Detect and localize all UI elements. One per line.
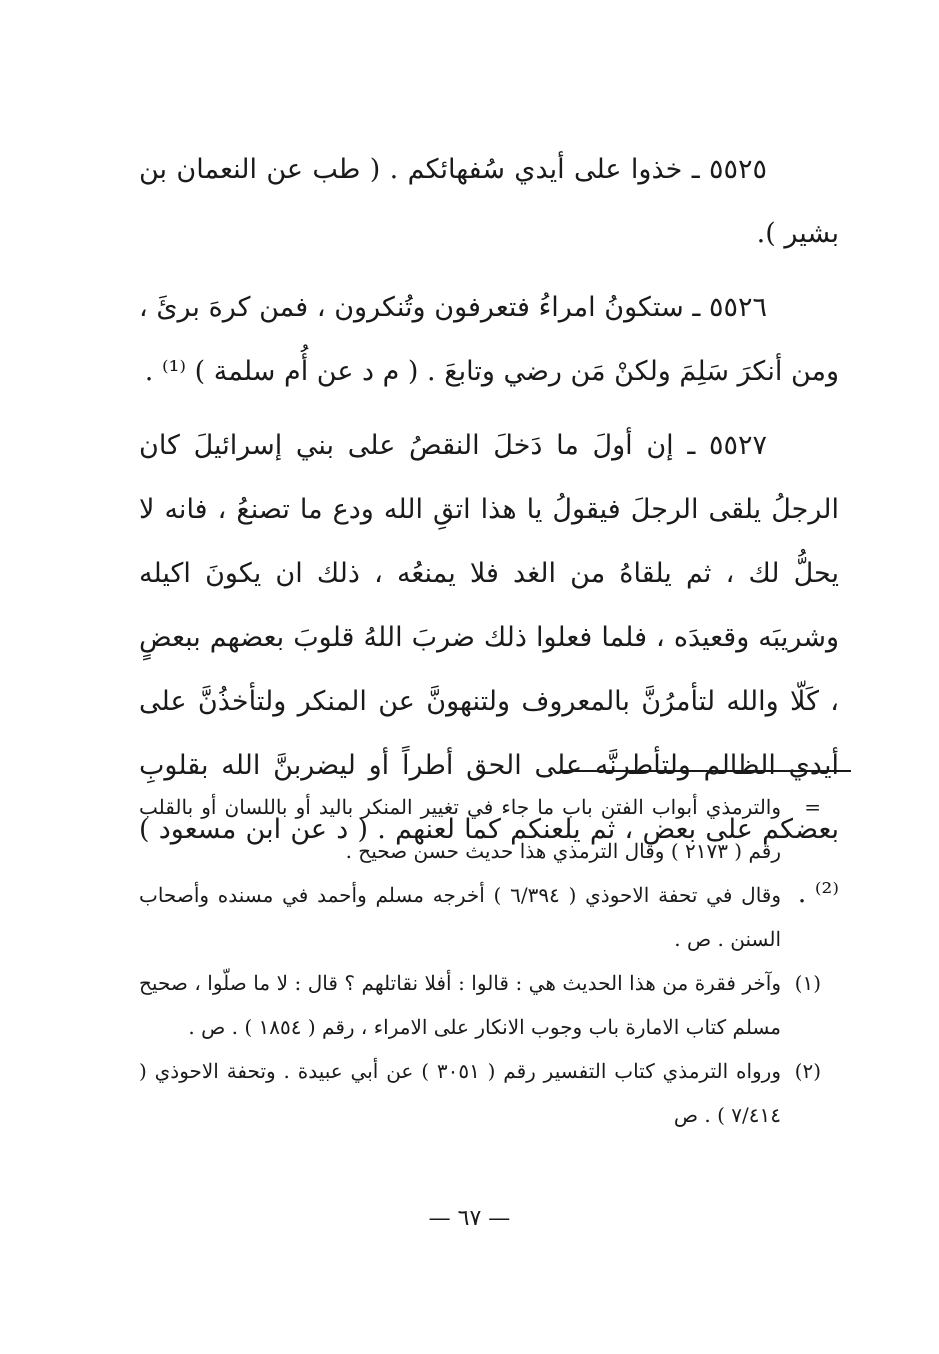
hadith-text: خذوا على أيدي سُفهائكم . ( طب عن النعمان بن بشير ).: [139, 154, 839, 249]
hadith-5526: ٥٥٢٦ ـ ستكونُ امراءُ فتعرفون وتُنكرون ، فمن كرهَ برئَ ، ومن أنكرَ سَلِمَ ولكنْ مَن رضي وتابعَ . ( م د عن أُم سلمة ) ⁽¹⁾ .: [139, 292, 839, 387]
continuation-mark: =: [804, 795, 821, 819]
footnote-text: ورواه الترمذي كتاب التفسير رقم ( ٣٠٥١ ) عن أبي عبيدة . وتحفة الاحوذي ( ٧/٤١٤ ) . ص: [139, 1059, 781, 1127]
footnote-1: [139, 961, 821, 1049]
footnotes: [139, 785, 821, 1137]
footnote-2: [139, 1049, 821, 1137]
footnote-marker: (١): [794, 971, 821, 995]
page-number: — ٦٧ —: [428, 1206, 511, 1231]
footnote-continuation-2: [139, 873, 821, 961]
hadith-number: ٥٥٢٦: [708, 292, 767, 323]
hadith-5525: ٥٥٢٥ ـ خذوا على أيدي سُفهائكم . ( طب عن النعمان بن بشير ).: [139, 154, 839, 249]
hadith-text: إن أولَ ما دَخلَ النقصُ على بني إسرائيلَ كان الرجلُ يلقى الرجلَ فيقولُ يا هذا اتقِ الله ودع ما تصنعُ ، فانه لا يحلُّ لك ، ثم يلقاهُ من الغد فلا يمنعُه ، ذلك ان يكونَ اكيله وشريبَه وقعيدَه ، فلما فعلوا ذلك ضربَ اللهُ قلوبَ بعضهم ببعضٍ ، كَلّا والله لتأمرُنَّ بالمعروف ولتنهونَّ عن المنكر ولتأخذُنَّ على أيدي الظالم ولتأطرنَّه على الحق أطراً أو ليضربنَّ الله بقلوبِ بعضكم على بعض ، ثم يلعنكم كما لعنهم . ( د عن ابن مسعود )⁽²⁾ .: [139, 430, 839, 909]
footnote-marker: (٢): [794, 1059, 821, 1083]
footnote-continuation: [139, 785, 821, 873]
hadith-number: ٥٥٢٧: [708, 430, 767, 461]
hadith-number: ٥٥٢٥: [708, 154, 767, 185]
hadith-5527: ٥٥٢٧ ـ إن أولَ ما دَخلَ النقصُ على بني إسرائيلَ كان الرجلُ يلقى الرجلَ فيقولُ يا هذا اتقِ الله ودع ما تصنعُ ، فانه لا يحلُّ لك ، ثم يلقاهُ من الغد فلا يمنعُه ، ذلك ان يكونَ اكيله وشريبَه وقعيدَه ، فلما فعلوا ذلك ضربَ اللهُ قلوبَ بعضهم ببعضٍ ، كَلّا والله لتأمرُنَّ بالمعروف ولتنهونَّ عن المنكر ولتأخذُنَّ على أيدي الظالم ولتأطرنَّه على الحق أطراً أو ليضربنَّ الله بقلوبِ بعضكم على بعض ، ثم يلعنكم كما لعنهم . ( د عن ابن مسعود )⁽²⁾ .: [139, 430, 839, 909]
hadith-text: ستكونُ امراءُ فتعرفون وتُنكرون ، فمن كرهَ برئَ ، ومن أنكرَ سَلِمَ ولكنْ مَن رضي وتابعَ . ( م د عن أُم سلمة ) ⁽¹⁾ .: [139, 292, 839, 387]
footnote-text: وآخر فقرة من هذا الحديث هي : قالوا : أفلا نقاتلهم ؟ قال : لا ما صلّوا ، صحيح مسلم كتاب الامارة باب وجوب الانكار على الامراء ، رقم ( ١٨٥٤ ) . ص .: [139, 971, 781, 1039]
footnote-text: وقال في تحفة الاحوذي ( ٦/٣٩٤ ) أخرجه مسلم وأحمد في مسنده وأصحاب السنن . ص .: [139, 883, 782, 951]
footnote-divider: [561, 770, 851, 772]
footnote-text: والترمذي أبواب الفتن باب ما جاء في تغيير المنكر باليد أو باللسان أو بالقلب رقم ( ٢١٧٣ ) وقال الترمذي هذا حديث حسن صحيح .: [139, 795, 781, 863]
